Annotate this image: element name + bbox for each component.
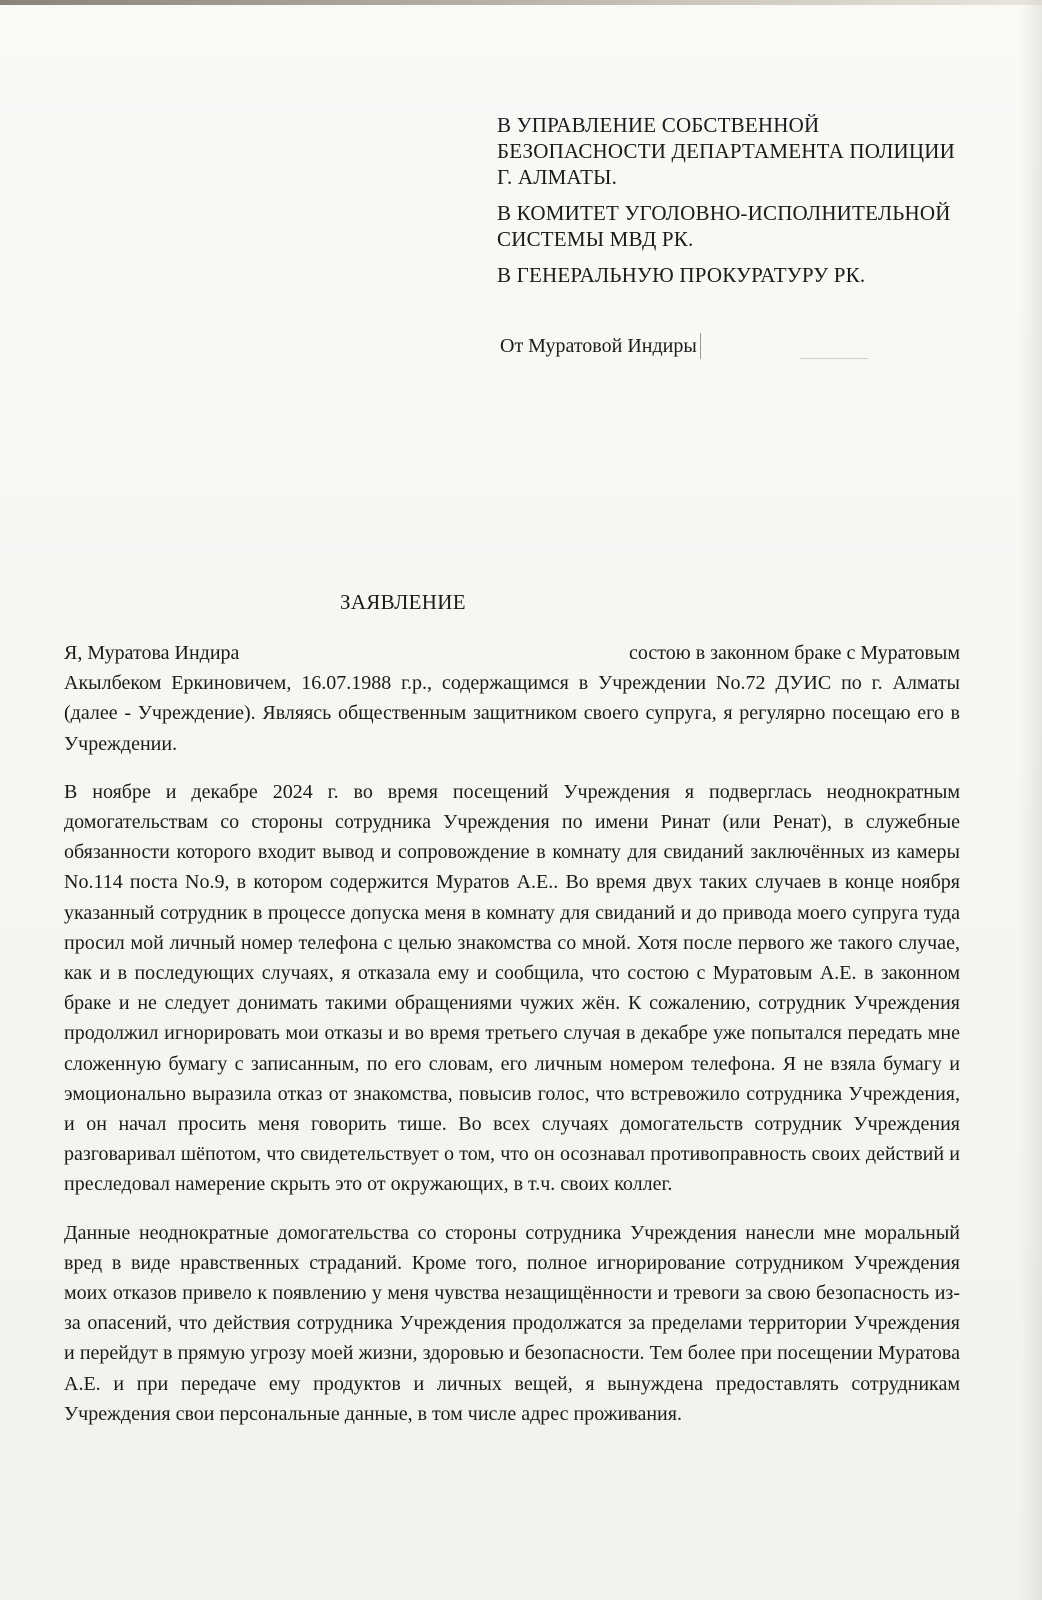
addressee-line: В КОМИТЕТ УГОЛОВНО-ИСПОЛНИТЕЛЬНОЙ СИСТЕМЫ МВД РК.: [497, 201, 951, 251]
paragraph-1-first-line: [64, 638, 960, 668]
redaction-edge: [700, 333, 701, 359]
page-top-edge: [0, 0, 1042, 5]
statement-body: [64, 638, 960, 1447]
paragraph-1: Акылбеком Еркиновичем, 16.07.1988 г.р., содержащимся в Учреждении No.72 ДУИС по г. Алматы (далее - Учреждение). Являясь общественным защитником своего супруга, я регулярно посещаю его в Учреждении.: [64, 672, 960, 755]
page-edge-shadow: [1020, 0, 1042, 1600]
applicant-name: Я, Муратова Индира: [64, 642, 240, 664]
marriage-clause: состою в законном браке с Муратовым: [629, 642, 960, 664]
document-title: ЗАЯВЛЕНИЕ: [340, 590, 466, 614]
redaction-mark: [800, 358, 868, 359]
addressee-block: [497, 112, 967, 298]
paragraph-2: В ноябре и декабре 2024 г. во время посещений Учреждения я подверглась неоднократным домогательствам со стороны сотрудника Учреждения по имени Ринат (или Ренат), в служебные обязанности которого входит вывод и сопровождение в комнату для свиданий заключённых из камеры No.114 поста No.9, в котором содержится Муратов А.Е.. Во время двух таких случаев в конце ноября указанный сотрудник в процессе допуска меня в комнату для свиданий и до привода моего супруга туда просил мой личный номер телефона с целью знакомства со мной. Хотя после первого же такого случае, как и в последующих случаях, я отказала ему и сообщила, что состою с Муратовым А.Е. в законном браке и не следует донимать такими обращениями чужих жён. К сожалению, сотрудник Учреждения продолжил игнорировать мои отказы и во время третьего случая в декабре уже попытался передать мне сложенную бумагу с записанным, по его словам, его личным номером телефона. Я не взяла бумагу и эмоционально выразила отказ от знакомства, повысив голос, что встревожило сотрудника Учреждения, и он начал просить меня говорить тише. Во всех случаях домогательств сотрудник Учреждения разговаривал шёпотом, что свидетельствует о том, что он осознавал противоправность своих действий и преследовал намерение скрыть это от окружающих, в т.ч. своих коллег.: [64, 780, 960, 1196]
sender-name: От Муратовой Индиры: [500, 335, 697, 357]
addressee-line: В ГЕНЕРАЛЬНУЮ ПРОКУРАТУРУ РК.: [497, 263, 866, 287]
sender-line: [500, 333, 701, 359]
addressee-line: В УПРАВЛЕНИЕ СОБСТВЕННОЙ БЕЗОПАСНОСТИ ДЕПАРТАМЕНТА ПОЛИЦИИ Г. АЛМАТЫ.: [497, 113, 955, 189]
paragraph-3: Данные неоднократные домогательства со стороны сотрудника Учреждения нанесли мне моральный вред в виде нравственных страданий. Кроме того, полное игнорирование сотрудником Учреждения моих отказов привело к появлению у меня чувства незащищённости и тревоги за свою безопасность из-за опасений, что действия сотрудника Учреждения продолжатся за пределами территории Учреждения и перейдут в прямую угрозу моей жизни, здоровью и безопасности. Тем более при посещении Муратова А.Е. и при передаче ему продуктов и личных вещей, я вынуждена предоставлять сотрудникам Учреждения свои персональные данные, в том числе адрес проживания.: [64, 1221, 960, 1425]
